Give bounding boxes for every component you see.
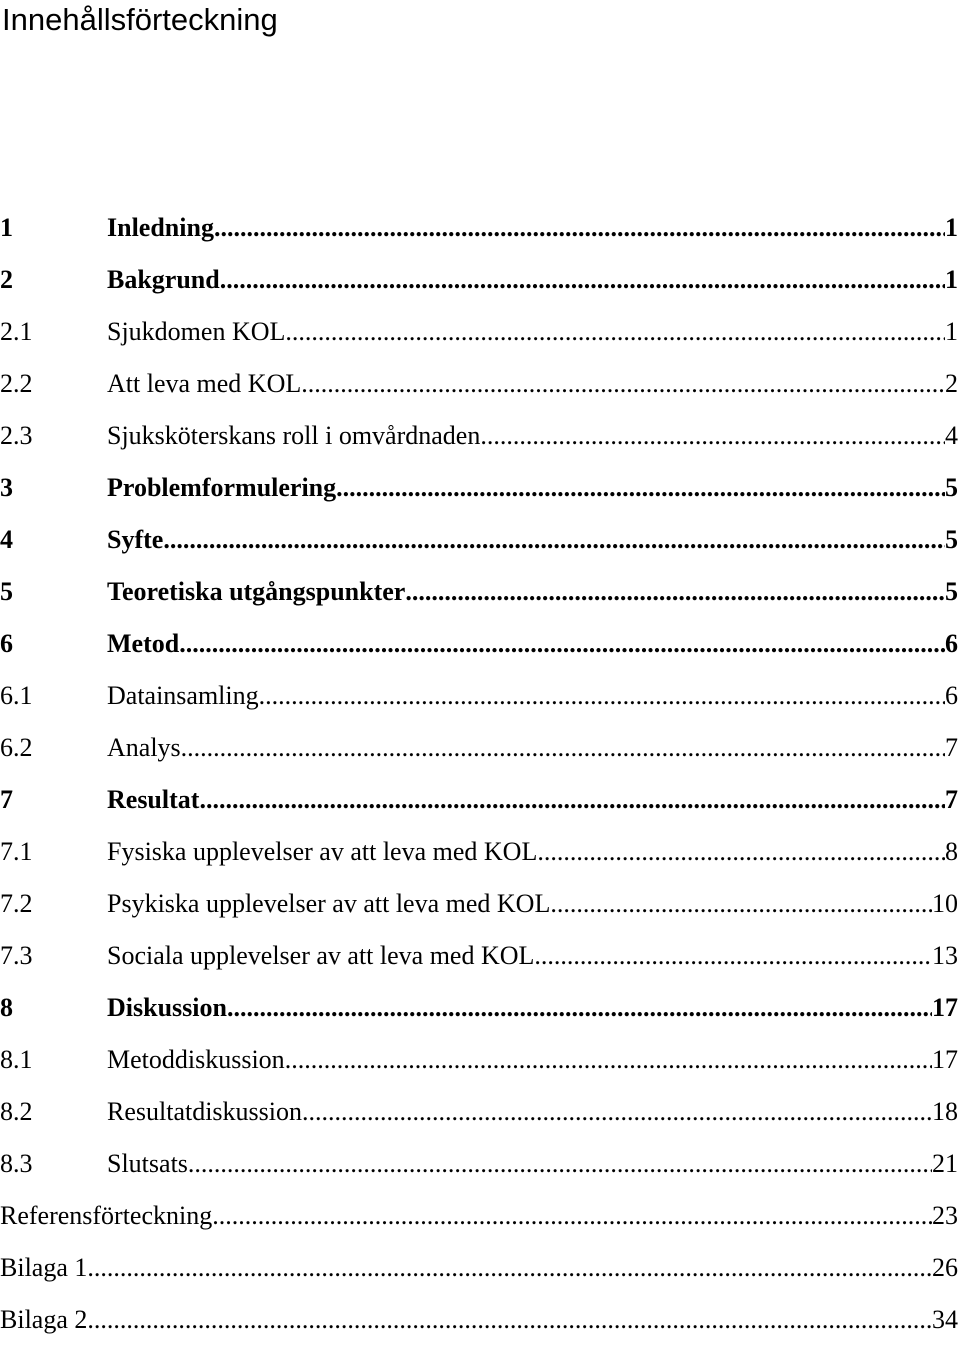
toc-entry-title: Syfte [107,525,164,554]
toc-entry-page-number: 23 [932,1201,958,1230]
toc-entry-title: Att leva med KOL [107,369,302,398]
toc-dot-leader [537,830,945,874]
toc-entry-page-number: 7 [945,733,958,762]
toc-entry-title: Psykiska upplevelser av att leva med KOL [107,889,551,918]
toc-entry-title: Teoretiska utgångspunkter [107,577,406,606]
toc-entry-page-number: 13 [932,941,958,970]
toc-entry-page-number: 7 [945,785,958,814]
toc-entry[interactable] [0,1246,958,1298]
toc-dot-leader [188,1142,932,1186]
toc-entry-page-number: 8 [945,837,958,866]
toc-entry[interactable] [0,414,958,466]
toc-entry-title: Diskussion [107,993,227,1022]
toc-entry[interactable] [0,362,958,414]
toc-entry[interactable] [0,1090,958,1142]
toc-entry-page-number: 1 [945,265,958,294]
toc-dot-leader [212,1194,932,1238]
toc-entry-page-number: 5 [945,577,958,606]
toc-entry[interactable] [0,258,958,310]
toc-entry-page-number: 26 [932,1253,958,1282]
toc-entry[interactable] [0,466,958,518]
toc-dot-leader [87,1298,932,1342]
toc-dot-leader [181,726,945,770]
toc-entry[interactable] [0,726,958,778]
toc-dot-leader [179,622,945,666]
toc-dot-leader [301,362,945,406]
toc-entry-number: 4 [0,525,13,554]
toc-entry-title: Sjuksköterskans roll i omvårdnaden [107,421,481,450]
toc-entry-page-number: 34 [932,1305,958,1334]
toc-entry-number: 7.1 [0,837,33,866]
toc-dot-leader [550,882,932,926]
table-of-contents [0,206,958,1350]
toc-entry-title: Bilaga 2 [0,1305,88,1334]
toc-entry[interactable] [0,674,958,726]
toc-dot-leader [336,466,945,510]
toc-entry-number: 8.1 [0,1045,33,1074]
toc-entry-page-number: 2 [945,369,958,398]
toc-entry-title: Resultatdiskussion [107,1097,303,1126]
toc-entry-number: 2.3 [0,421,33,450]
toc-entry-title: Problemformulering [107,473,337,502]
toc-entry-page-number: 6 [945,681,958,710]
toc-dot-leader [285,1038,932,1082]
toc-entry[interactable] [0,1298,958,1350]
toc-entry-page-number: 17 [932,993,958,1022]
toc-entry-page-number: 1 [945,317,958,346]
toc-entry[interactable] [0,778,958,830]
toc-entry[interactable] [0,310,958,362]
toc-entry-number: 3 [0,473,13,502]
toc-entry-number: 7.3 [0,941,33,970]
toc-entry-title: Bakgrund [107,265,220,294]
toc-entry-number: 2.1 [0,317,33,346]
toc-entry-title: Referensförteckning [0,1201,213,1230]
toc-dot-leader [214,206,945,250]
toc-entry[interactable] [0,206,958,258]
toc-dot-leader [220,258,945,302]
toc-entry-title: Slutsats [107,1149,188,1178]
toc-entry-number: 8 [0,993,13,1022]
toc-dot-leader [199,778,945,822]
toc-entry-page-number: 4 [945,421,958,450]
toc-dot-leader [227,986,932,1030]
toc-entry-title: Fysiska upplevelser av att leva med KOL [107,837,538,866]
toc-entry-title: Resultat [107,785,200,814]
toc-entry-title: Datainsamling [107,681,259,710]
page-title: Innehållsförteckning [2,2,278,37]
toc-entry[interactable] [0,1194,958,1246]
toc-entry[interactable] [0,518,958,570]
toc-entry-number: 6.2 [0,733,33,762]
toc-entry-number: 2 [0,265,13,294]
toc-dot-leader [480,414,945,458]
toc-entry-number: 6 [0,629,13,658]
toc-dot-leader [163,518,945,562]
toc-dot-leader [87,1246,932,1290]
toc-dot-leader [302,1090,932,1134]
toc-entry-title: Sociala upplevelser av att leva med KOL [107,941,535,970]
toc-dot-leader [285,310,945,354]
toc-entry-title: Bilaga 1 [0,1253,88,1282]
toc-entry-title: Analys [107,733,181,762]
toc-entry-page-number: 18 [932,1097,958,1126]
toc-dot-leader [405,570,945,614]
toc-entry-title: Metoddiskussion [107,1045,285,1074]
toc-entry[interactable] [0,986,958,1038]
toc-entry[interactable] [0,830,958,882]
toc-entry-number: 7 [0,785,13,814]
toc-entry-title: Sjukdomen KOL [107,317,286,346]
toc-entry-number: 1 [0,213,13,242]
toc-entry[interactable] [0,570,958,622]
toc-entry-page-number: 5 [945,525,958,554]
toc-entry-title: Metod [107,629,180,658]
toc-entry[interactable] [0,622,958,674]
toc-entry[interactable] [0,934,958,986]
toc-entry-number: 8.2 [0,1097,33,1126]
toc-entry-page-number: 1 [945,213,958,242]
toc-entry[interactable] [0,882,958,934]
toc-entry-page-number: 21 [932,1149,958,1178]
toc-dot-leader [259,674,945,718]
toc-entry-number: 8.3 [0,1149,33,1178]
toc-entry-number: 5 [0,577,13,606]
toc-entry-number: 6.1 [0,681,33,710]
toc-entry-number: 2.2 [0,369,33,398]
toc-entry-number: 7.2 [0,889,33,918]
toc-entry-page-number: 17 [932,1045,958,1074]
toc-entry[interactable] [0,1142,958,1194]
toc-entry-page-number: 6 [945,629,958,658]
toc-entry-title: Inledning [107,213,214,242]
toc-entry-page-number: 10 [932,889,958,918]
toc-entry[interactable] [0,1038,958,1090]
toc-entry-page-number: 5 [945,473,958,502]
toc-dot-leader [534,934,932,978]
